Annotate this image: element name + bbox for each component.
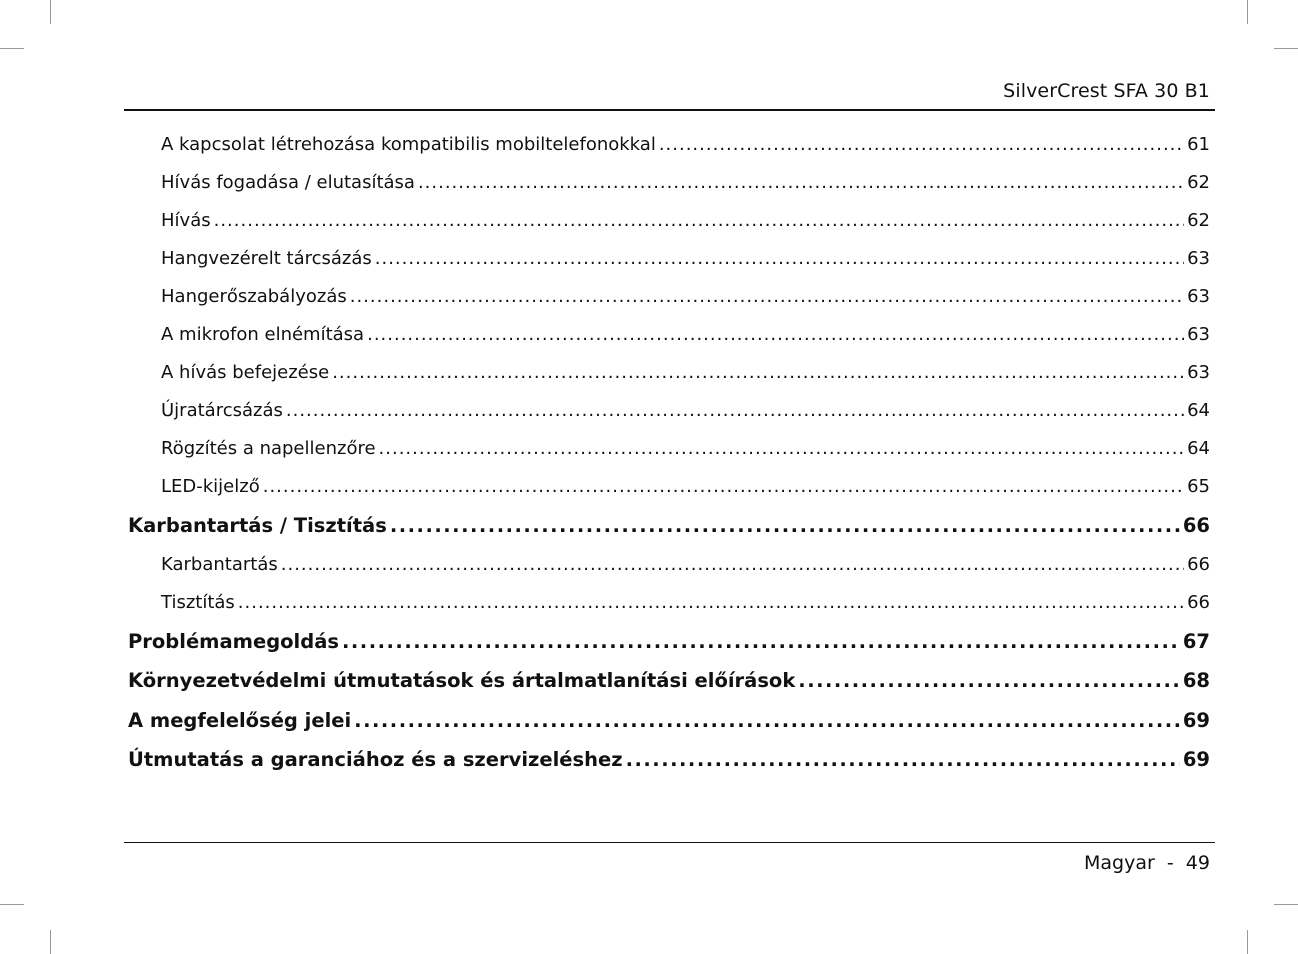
toc-leader-dots — [379, 430, 1185, 468]
toc-leader-dots — [418, 164, 1184, 202]
page-footer: Magyar - 49 — [1084, 852, 1210, 874]
toc-entry[interactable] — [128, 584, 1210, 622]
toc-leader-dots — [375, 240, 1184, 278]
toc-leader-dots — [332, 354, 1184, 392]
toc-leader-dots — [263, 468, 1184, 506]
toc-leader-dots — [367, 316, 1184, 354]
crop-mark — [1274, 904, 1298, 905]
header-rule — [124, 109, 1215, 111]
toc-entry-title: Hangvezérelt tárcsázás — [161, 248, 372, 269]
toc-entry-page: 66 — [1182, 514, 1210, 537]
toc-leader-dots — [626, 740, 1180, 780]
crop-mark — [1274, 48, 1298, 49]
toc-entry-title: LED-kijelző — [161, 476, 260, 497]
page-header-title: SilverCrest SFA 30 B1 — [1003, 80, 1210, 102]
toc-entry-title: Hívás fogadása / elutasítása — [161, 172, 415, 193]
toc-entry-title: Karbantartás / Tisztítás — [128, 514, 387, 537]
toc-leader-dots — [659, 126, 1184, 164]
crop-mark — [1247, 0, 1248, 24]
toc-leader-dots — [390, 506, 1180, 546]
toc-entry-page: 63 — [1187, 362, 1210, 383]
toc-entry[interactable] — [128, 506, 1210, 546]
toc-entry-title: A kapcsolat létrehozása kompatibilis mobiltelefonokkal — [161, 134, 656, 155]
footer-rule — [124, 842, 1215, 843]
crop-mark — [50, 930, 51, 954]
toc-entry[interactable] — [128, 430, 1210, 468]
toc-entry-page: 64 — [1187, 438, 1210, 459]
toc-leader-dots — [281, 546, 1184, 584]
toc-entry-page: 62 — [1187, 210, 1210, 231]
toc-leader-dots — [798, 661, 1180, 701]
toc-entry-title: A mikrofon elnémítása — [161, 324, 365, 345]
toc-entry-title: A megfelelőség jelei — [128, 708, 352, 732]
toc-entry-page: 69 — [1182, 708, 1210, 732]
toc-entry-page: 66 — [1187, 553, 1210, 575]
toc-leader-dots — [286, 392, 1184, 430]
toc-entry-page: 61 — [1187, 134, 1210, 155]
toc-entry-title: Karbantartás — [161, 553, 278, 575]
toc-leader-dots — [350, 278, 1184, 316]
toc-entry-page: 62 — [1187, 172, 1210, 193]
toc-entry-title: Rögzítés a napellenzőre — [161, 438, 376, 459]
toc-entry-page: 65 — [1187, 476, 1210, 497]
toc-entry[interactable] — [128, 126, 1210, 164]
toc-entry-page: 64 — [1187, 400, 1210, 421]
toc-entry[interactable] — [128, 278, 1210, 316]
toc-entry[interactable] — [128, 164, 1210, 202]
toc-entry-page: 68 — [1182, 669, 1210, 692]
toc-entry-page: 69 — [1182, 748, 1210, 771]
toc-entry[interactable] — [128, 240, 1210, 278]
crop-mark — [0, 904, 24, 905]
toc-leader-dots — [342, 622, 1180, 662]
toc-entry[interactable] — [128, 392, 1210, 430]
toc-entry-title: Útmutatás a garanciához és a szervizeléshez — [128, 748, 623, 771]
toc-entry-title: Hangerőszabályozás — [161, 286, 347, 307]
toc-entry-title: Tisztítás — [161, 591, 235, 613]
toc-entry[interactable] — [128, 622, 1210, 662]
toc-leader-dots — [214, 202, 1184, 240]
toc-entry[interactable] — [128, 202, 1210, 240]
toc-entry[interactable] — [128, 316, 1210, 354]
toc-entry[interactable] — [128, 546, 1210, 584]
toc-entry[interactable] — [128, 468, 1210, 506]
toc-entry-title: A hívás befejezése — [161, 362, 330, 383]
toc-entry-title: Problémamegoldás — [128, 629, 339, 653]
toc-entry[interactable] — [128, 661, 1210, 701]
toc-entry-page: 67 — [1182, 629, 1210, 653]
toc-entry-title: Újratárcsázás — [161, 400, 283, 421]
toc-entry[interactable] — [128, 701, 1210, 741]
toc-entry-page: 63 — [1187, 286, 1210, 307]
toc-entry-page: 66 — [1187, 591, 1210, 613]
crop-mark — [50, 0, 51, 24]
toc-leader-dots — [238, 584, 1184, 622]
toc-entry-page: 63 — [1187, 248, 1210, 269]
crop-mark — [0, 48, 24, 49]
toc-entry[interactable] — [128, 740, 1210, 780]
toc-entry-title: Környezetvédelmi útmutatások és ártalmatlanítási előírások — [128, 669, 796, 692]
toc-entry-page: 63 — [1187, 324, 1210, 345]
toc-entry[interactable] — [128, 354, 1210, 392]
toc-leader-dots — [354, 701, 1180, 741]
table-of-contents — [128, 126, 1210, 780]
crop-mark — [1247, 930, 1248, 954]
toc-entry-title: Hívás — [161, 210, 211, 231]
